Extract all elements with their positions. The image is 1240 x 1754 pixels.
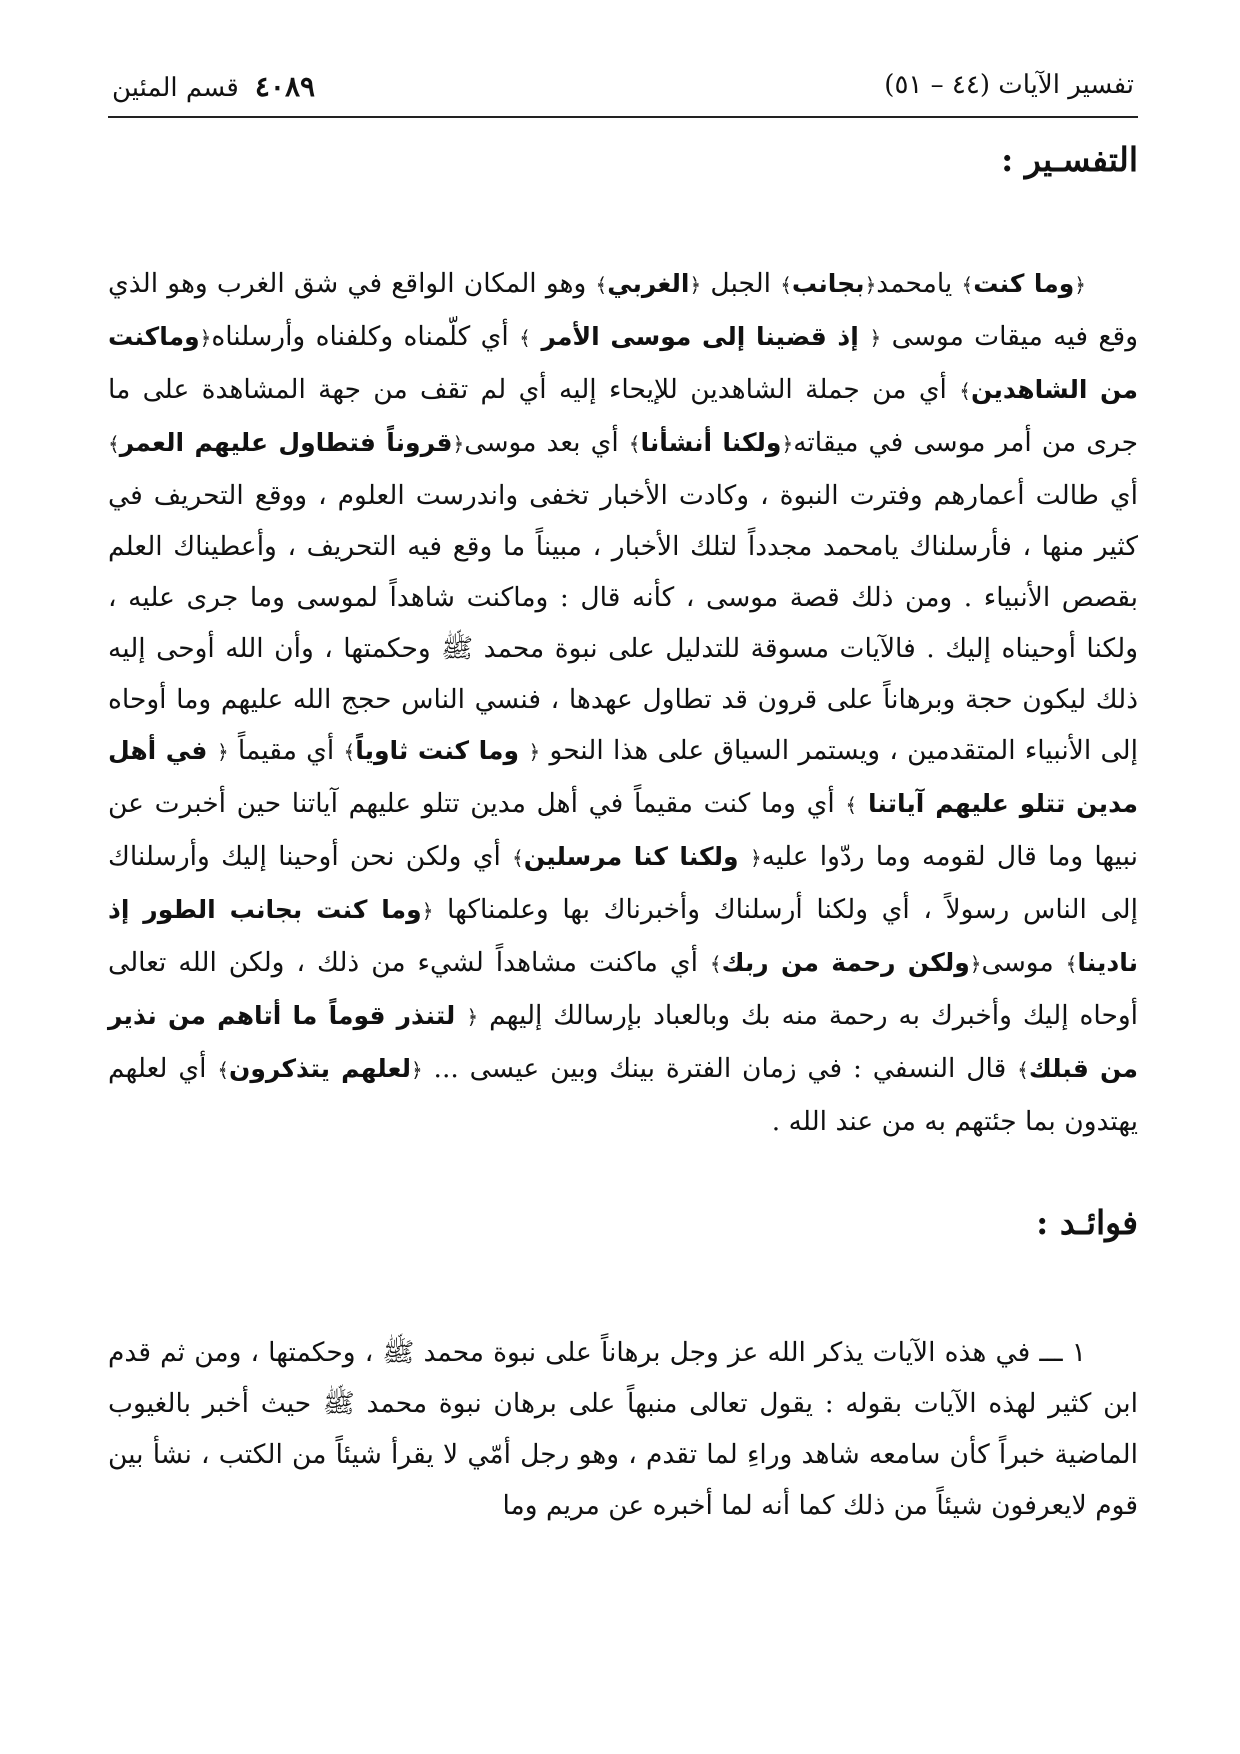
commentary-text: أي كلّمناه وكلفناه وأرسلناه	[211, 321, 520, 352]
quran-quote: ولكنا كنا مرسلين	[523, 842, 751, 871]
ornate-bracket: ﴿	[421, 899, 434, 923]
commentary-text: أي وما كنت مقيماً في أهل مدين تتلو عليهم آياتنا حين أخبرت عن نبيها وما قال لقومه وما ردّوا عليه	[108, 788, 1139, 872]
ornate-bracket: ﴿	[528, 740, 541, 764]
ornate-bracket: ﴿	[869, 326, 882, 350]
quran-quote: بجانب	[791, 269, 865, 298]
spacer	[108, 200, 1138, 258]
quran-quote: وما كنت بجانب الطور إذ نادينا	[108, 895, 1138, 977]
running-header	[108, 60, 1138, 118]
running-section: قسم المئين	[112, 73, 239, 103]
ornate-bracket: ﴿	[466, 1005, 479, 1029]
ornate-bracket: ﴿	[864, 273, 877, 297]
tafsir-heading: التفسـير :	[1001, 140, 1138, 179]
quran-quote: في أهل مدين تتلو عليهم آياتنا	[108, 736, 1138, 818]
quran-quote: ولكنا أنشأنا	[640, 428, 782, 457]
quran-quote: قروناً فتطاول عليهم العمر	[119, 428, 453, 457]
fawaid-heading: فوائـد :	[1036, 1203, 1138, 1242]
commentary-text: وهو المكان الواقع في شق الغرب وهو الذي وقع فيه ميقات موسى	[108, 268, 1138, 352]
commentary-text: الجبل	[701, 268, 781, 299]
fawaid-paragraph: ١ ـــ في هذه الآيات يذكر الله عز وجل برهاناً على نبوة محمد ﷺ ، وحكمتها ، ومن ثم قدم ابن كثير لهذه الآيات بقوله : يقول تعالى منبهاً على برهان نبوة محمد ﷺ حيث أخبر بالغيوب الماضية خبراً كأن سامعه شاهد وراءِ لما تقدم ، وهو رجل أمّي لا يقرأ شيئاً من الكتب ، نشأ بين قوم لايعرفون شيئاً من ذلك كما أنه لما أخبره عن مريم وما	[108, 1337, 1138, 1521]
quran-quote: وما كنت	[973, 269, 1075, 298]
quran-quote: لعلهم يتذكرون	[229, 1054, 411, 1083]
ornate-bracket: ﴿	[969, 952, 982, 976]
commentary-text: أي طالت أعمارهم وفترت النبوة ، وكادت الأخبار تخفى واندرست العلوم ، ووقع التحريف في كثير منها ، فأرسلناك يامحمد مجدداً لتلك الأخبار ، مبيناً ما وقع فيه التحريف ، وأعطيناك العلم بقصص الأنبياء . ومن ذلك قصة موسى ، كأنه قال : وماكنت شاهداً لموسى وما جرى عليه ، ولكنا أوحيناه إليك . فالآيات مسوقة للتدليل على نبوة محمد ﷺ وحكمتها ، وأن الله أوحى إليه ذلك ليكون حجة وبرهاناً على قرون قد تطاول عهدها ، فنسي الناس حجج الله عليهم وما أوحاه إلى الأنبياء المتقدمين ، ويستمر السياق على هذا النحو	[108, 480, 1138, 766]
ornate-bracket: ﴾	[217, 1058, 230, 1082]
ornate-bracket: ﴾	[1065, 952, 1078, 976]
spacer	[108, 1147, 1138, 1181]
ornate-bracket: ﴾	[845, 793, 858, 817]
spacer	[108, 1263, 1138, 1327]
running-title: تفسير الآيات (٤٤ – ٥١)	[884, 70, 1134, 100]
page-number: ٤٠٨٩	[254, 70, 316, 103]
ornate-bracket: ﴿	[199, 326, 212, 350]
commentary-text: أي لعلهم يهتدون بما جئتهم به من عند الله .	[108, 1053, 1138, 1137]
page	[108, 60, 1138, 1710]
ornate-bracket: ﴾	[519, 326, 531, 350]
ornate-bracket: ﴾	[709, 952, 722, 976]
ornate-bracket: ﴿	[689, 273, 702, 297]
ornate-bracket: ﴿	[1074, 273, 1086, 297]
commentary-text: يامحمد	[876, 268, 962, 299]
commentary-text: أي مقيماً	[228, 735, 344, 766]
commentary-text: أي من جملة الشاهدين للإيحاء إليه أي لم تقف من جهة المشاهدة على ما جرى من أمر موسى في ميقاته	[108, 374, 1138, 458]
ornate-bracket: ﴾	[595, 273, 608, 297]
running-section-group	[112, 70, 315, 103]
ornate-bracket: ﴿	[750, 846, 762, 870]
quran-quote: إذ قضينا إلى موسى الأمر	[530, 322, 870, 351]
ornate-bracket: ﴿	[216, 740, 229, 764]
commentary-text: موسى	[981, 947, 1066, 978]
ornate-bracket: ﴾	[512, 846, 524, 870]
ornate-bracket: ﴿	[781, 432, 794, 456]
tafsir-paragraph	[108, 258, 1138, 1147]
commentary-text: أي ماكنت مشاهداً لشيء من ذلك ، ولكن الله تعالى أوحاه إليك وأخبرك به رحمة منه بك وبالعباد بإرسالك إليهم	[108, 947, 1138, 1031]
ornate-bracket: ﴿	[452, 432, 465, 456]
quran-quote: لتنذر قوماً ما أتاهم من نذير من قبلك	[108, 1001, 1138, 1083]
quran-quote: وما كنت ثاوياً	[355, 736, 529, 765]
ornate-bracket: ﴾	[108, 432, 120, 456]
ornate-bracket: ﴾	[959, 379, 971, 403]
quran-quote: ولكن رحمة من ربك	[721, 948, 970, 977]
commentary-text: قال النسفي : في زمان الفترة بينك وبين عيسى ...	[422, 1053, 1018, 1084]
ornate-bracket: ﴾	[961, 273, 974, 297]
ornate-bracket: ﴾	[1017, 1058, 1029, 1082]
ornate-bracket: ﴾	[780, 273, 792, 297]
quran-quote: وماكنت من الشاهدين	[108, 322, 1138, 404]
commentary-text: أي ولكن نحن أوحينا إليك وأرسلناك إلى الناس رسولاً ، أي ولكنا أرسلناك وأخبرناك بها وعلمناكها	[108, 841, 1138, 925]
ornate-bracket: ﴿	[410, 1058, 423, 1082]
quran-quote: الغربي	[607, 269, 690, 298]
ornate-bracket: ﴾	[628, 432, 641, 456]
ornate-bracket: ﴾	[343, 740, 356, 764]
commentary-text: أي بعد موسى	[464, 427, 629, 458]
